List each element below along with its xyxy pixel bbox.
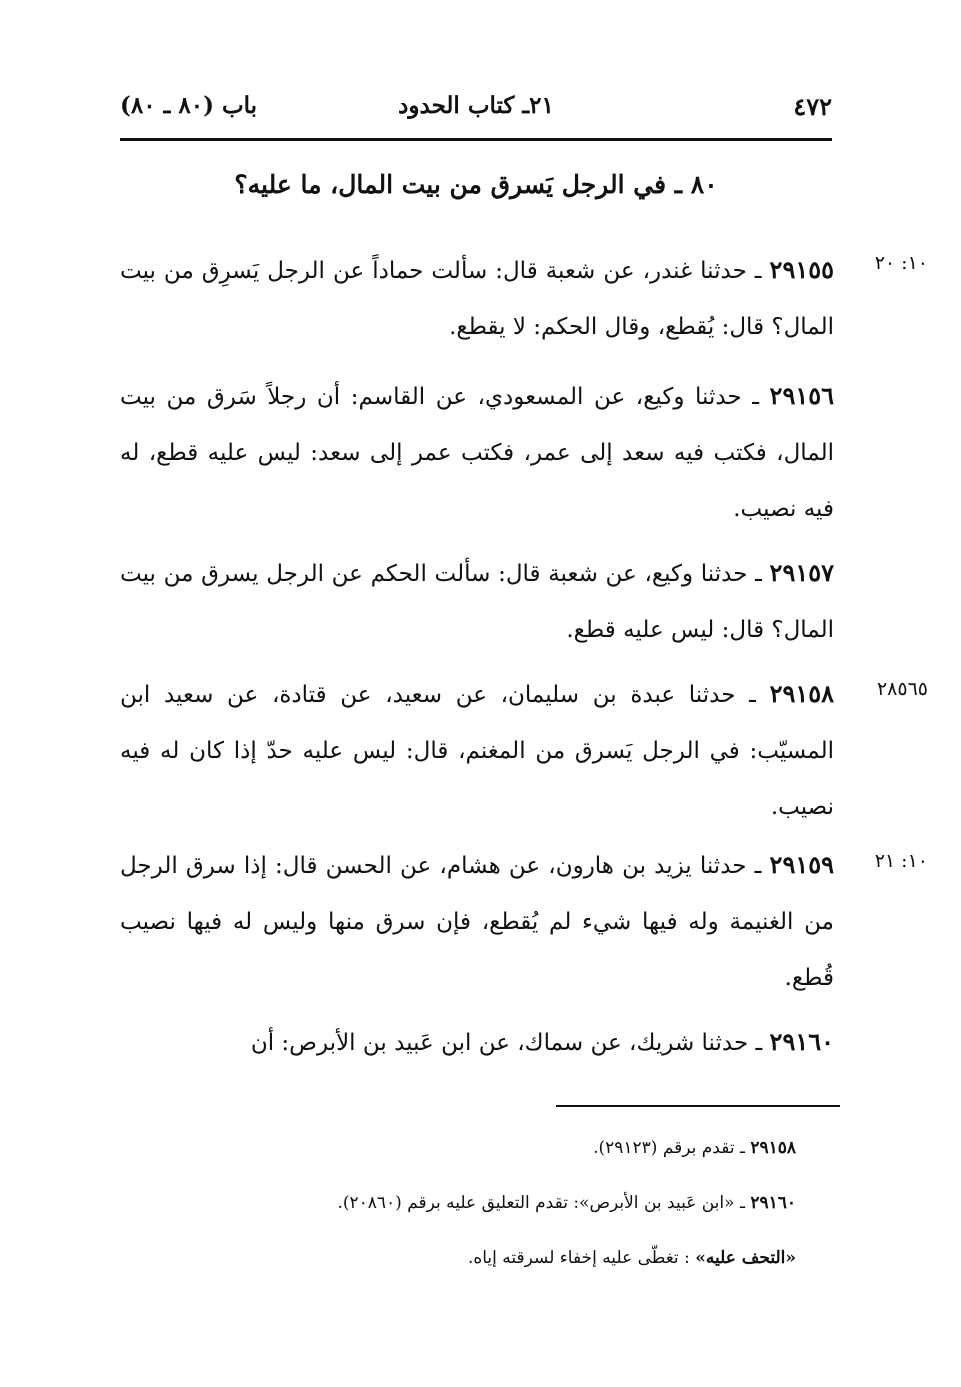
margin-reference: ١٠: ٢٠ bbox=[874, 252, 928, 274]
footnote bbox=[120, 1188, 796, 1218]
hadith-entry bbox=[120, 242, 834, 355]
hadith-entry bbox=[120, 666, 834, 835]
margin-reference: ١٠: ٢١ bbox=[874, 850, 928, 872]
footnote bbox=[120, 1133, 796, 1163]
page-header bbox=[120, 88, 832, 134]
footnote-label: ٢٩١٦٠ bbox=[750, 1193, 796, 1213]
hadith-entry bbox=[120, 368, 834, 537]
page-number: ٤٧٢ bbox=[793, 92, 832, 121]
header-rule bbox=[120, 138, 832, 141]
footnote-rule bbox=[556, 1105, 840, 1107]
footnote-label: ٢٩١٥٨ bbox=[750, 1138, 796, 1158]
footnote-text: ـ «ابن عَبيد بن الأبرص»: تقدم التعليق عليه برقم (٢٠٨٦٠). bbox=[337, 1193, 745, 1213]
hadith-text: ـ حدثنا وكيع، عن شعبة قال: سألت الحكم عن الرجل يسرق من بيت المال؟ قال: ليس عليه قطع. bbox=[120, 561, 834, 643]
margin-reference: ٢٨٥٦٥ bbox=[876, 678, 928, 700]
hadith-entry bbox=[120, 1014, 834, 1071]
hadith-number: ٢٩١٥٦ bbox=[769, 381, 834, 410]
hadith-number: ٢٩١٥٥ bbox=[769, 255, 834, 284]
hadith-text: ـ حدثنا وكيع، عن المسعودي، عن القاسم: أن رجلاً سَرق من بيت المال، فكتب فيه سعد إلى عمر، فكتب عمر إلى سعد: ليس عليه قطع، له فيه نصيب. bbox=[120, 384, 834, 522]
hadith-number: ٢٩١٦٠ bbox=[769, 1027, 834, 1056]
footnote-text: ـ تقدم برقم (٢٩١٢٣). bbox=[593, 1138, 745, 1158]
chapter-title: ٢١ـ كتاب الحدود bbox=[398, 92, 554, 119]
footnote-text: : تغطّى عليه إخفاء لسرقته إياه. bbox=[467, 1248, 690, 1268]
section-range: باب (٨٠ ـ ٨٠) bbox=[120, 92, 258, 119]
footnote bbox=[120, 1243, 796, 1273]
section-title: ٨٠ ـ في الرجل يَسرق من بيت المال، ما عليه؟ bbox=[234, 170, 718, 199]
hadith-text: ـ حدثنا غندر، عن شعبة قال: سألت حماداً عن الرجل يَسرِق من بيت المال؟ قال: يُقطع، وقال الحكم: لا يقطع. bbox=[120, 258, 834, 340]
hadith-entry bbox=[120, 545, 834, 658]
hadith-entry bbox=[120, 837, 834, 1006]
hadith-number: ٢٩١٥٨ bbox=[769, 679, 835, 708]
hadith-text: ـ حدثنا شريك، عن سماك، عن ابن عَبيد بن الأبرص: أن bbox=[250, 1030, 763, 1056]
hadith-number: ٢٩١٥٩ bbox=[769, 850, 834, 879]
hadith-text: ـ حدثنا يزيد بن هارون، عن هشام، عن الحسن قال: إذا سرق الرجل من الغنيمة وله فيها شيء لم يُقطع، فإن سرق منها وليس له فيها نصيب قُطع. bbox=[120, 853, 834, 991]
hadith-text: ـ حدثنا عبدة بن سليمان، عن سعيد، عن قتادة، عن سعيد ابن المسيّب: في الرجل يَسرق من المغنم، قال: ليس عليه حدّ إذا كان له فيه نصيب. bbox=[120, 682, 834, 820]
hadith-number: ٢٩١٥٧ bbox=[769, 558, 834, 587]
footnote-label: «التحف عليه» bbox=[695, 1248, 796, 1268]
